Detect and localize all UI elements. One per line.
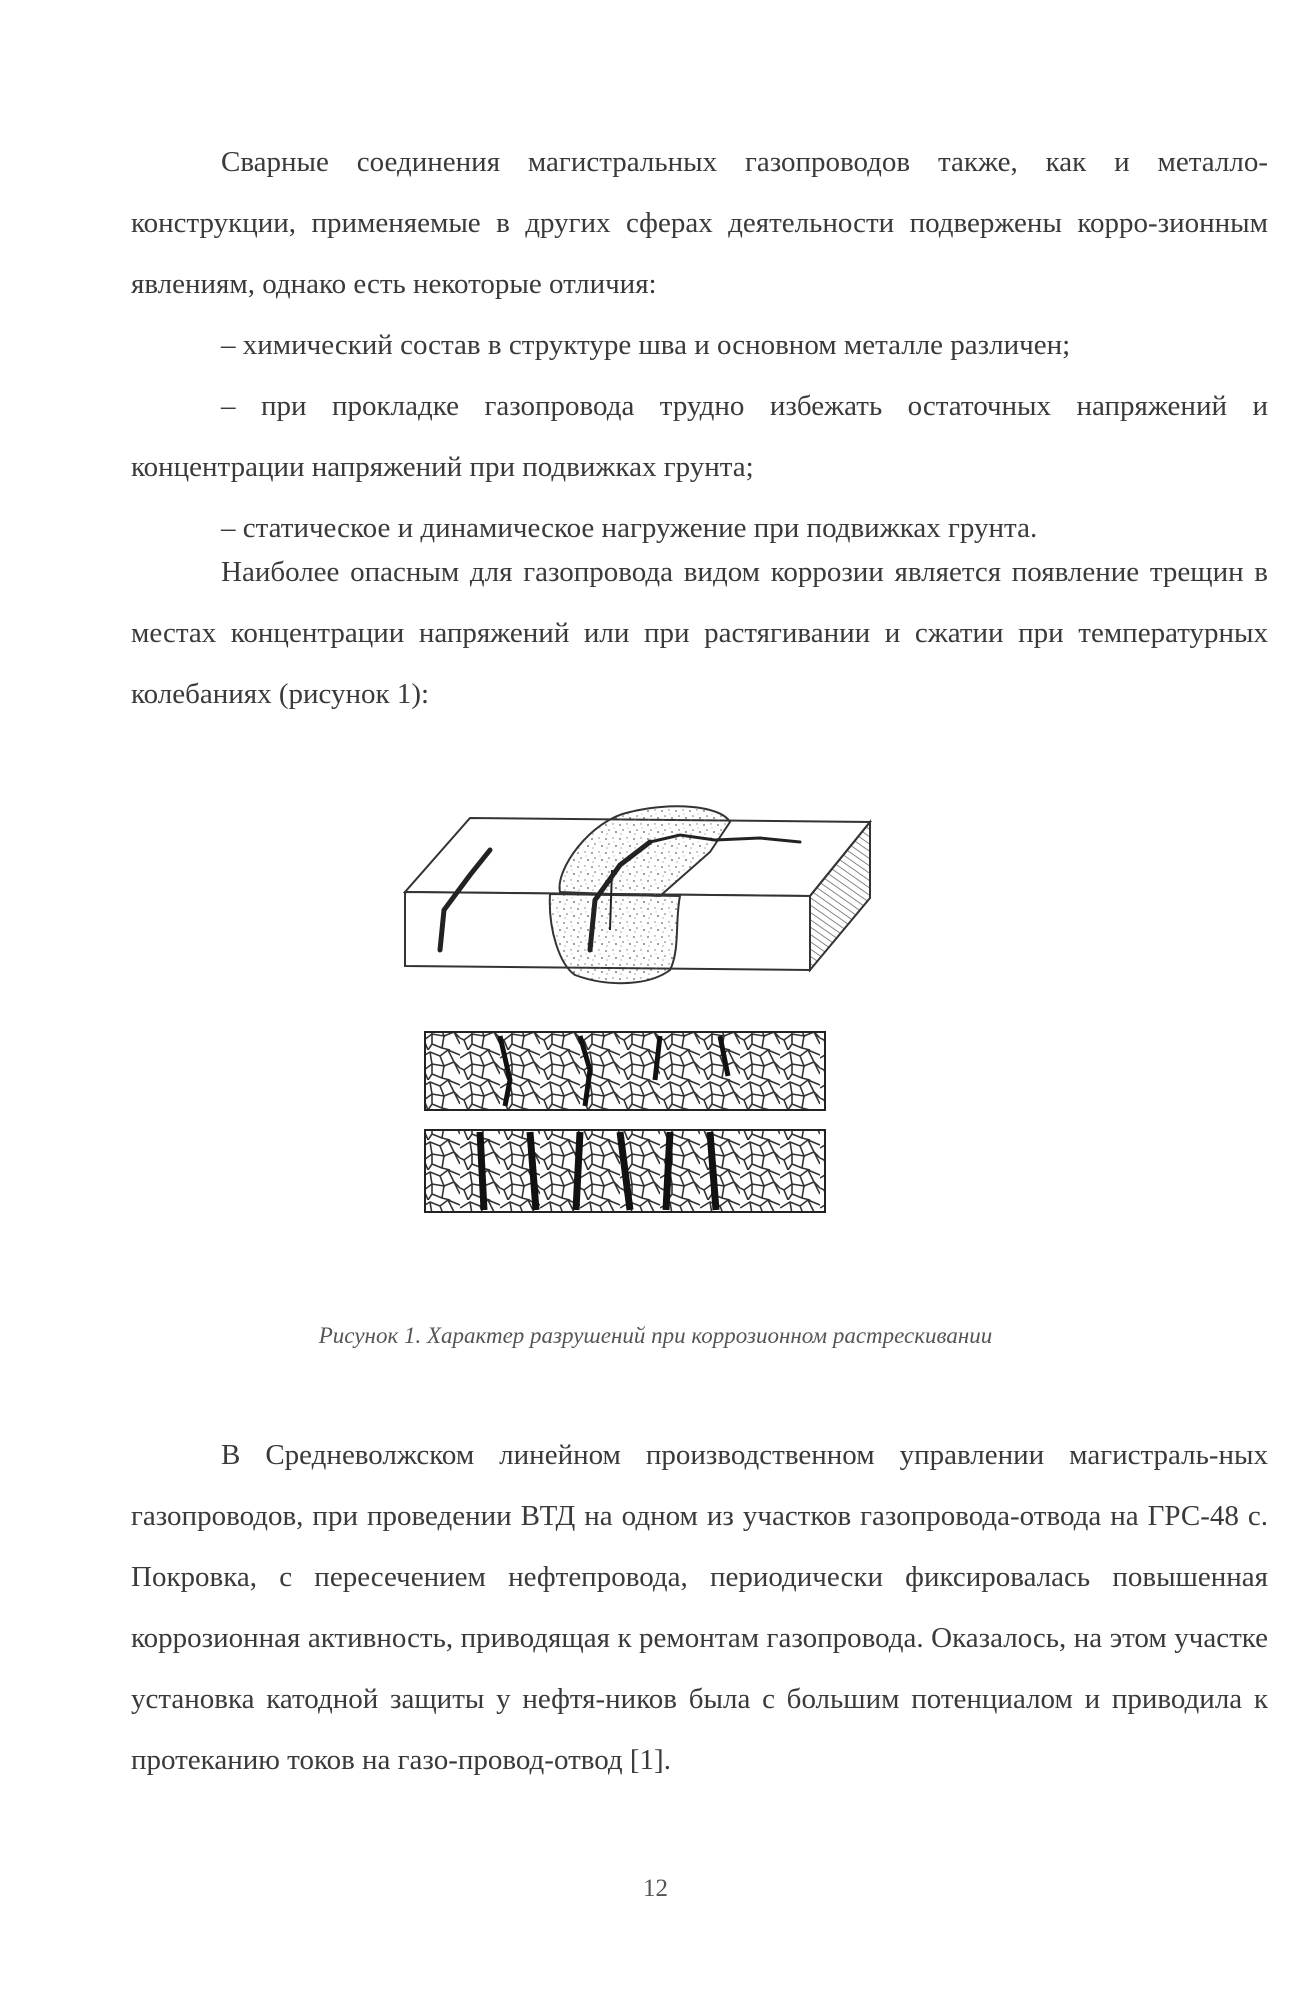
paragraph-2 <box>131 542 1268 725</box>
figure-caption: Рисунок 1. Характер разрушений при коррозионном растрескивании <box>318 1323 993 1348</box>
intro-section <box>131 132 1268 559</box>
page-number: 12 <box>643 1875 668 1902</box>
weld-crack-illustration <box>380 780 900 1250</box>
paragraph-3 <box>131 1425 1268 1791</box>
list-item: – статическое и динамическое нагружение при подвижках грунта. <box>221 512 1038 544</box>
paragraph-text: В Средневолжском линейном производственном управлении магистраль-ных газопроводов, при проведении ВТД на одном из участков газопровода-отвода на ГРС-48 с. Покровка, с пересечением нефтепровода, периодически фиксировалась повышенная коррозионная активность, приводящая к ремонтам газопровода. Оказалось, на этом участке установка катодной защиты у нефтя-ников была с большим потенциалом и приводила к протеканию токов на газо-провод-отвод [1]. <box>131 1439 1268 1776</box>
list-item: – при прокладке газопровода трудно избежать остаточных напряжений и концентрации напряжений при подвижках грунта; <box>131 390 1268 483</box>
list-item: – химический состав в структуре шва и основном металле различен; <box>221 329 1071 361</box>
intro-line-1: Сварные соединения магистральных газопроводов также, как и металло- <box>221 146 1268 178</box>
paragraph-text: Наиболее опасным для газопровода видом коррозии является появление трещин в местах концентрации напряжений или при растягивании и сжатии при температурных колебаниях (рисунок 1): <box>131 556 1268 710</box>
figure-1 <box>380 780 900 1255</box>
intro-rest: конструкции, применяемые в других сферах деятельности подвержены корро-зионным явлениям, однако есть некоторые отличия: <box>131 207 1268 300</box>
intro-paragraph <box>131 132 1268 315</box>
